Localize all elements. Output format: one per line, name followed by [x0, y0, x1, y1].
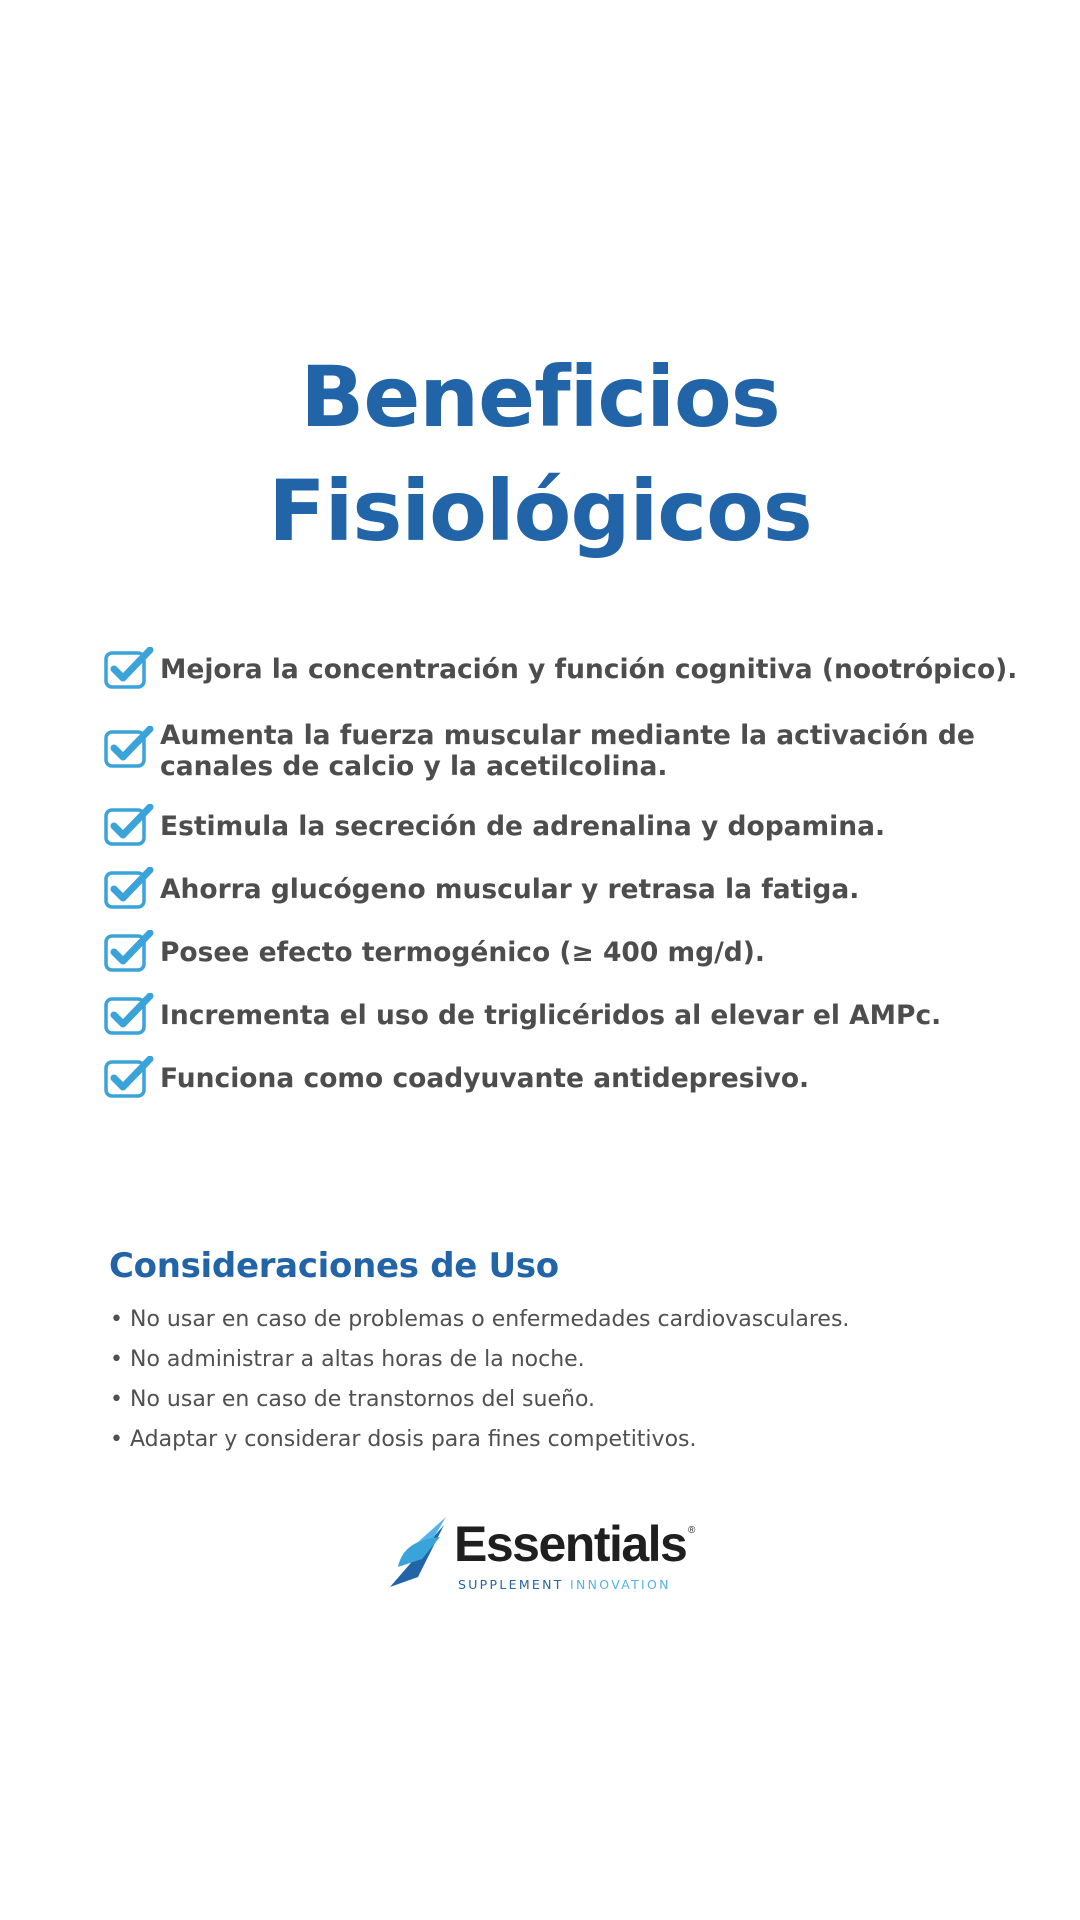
benefit-text: Estimula la secreción de adrenalina y dopamina. [160, 811, 886, 842]
checkbox-checked-icon [104, 867, 154, 911]
checkbox-checked-icon [104, 930, 154, 974]
checkbox-checked-icon [104, 993, 154, 1037]
registered-mark: ® [688, 1525, 696, 1536]
tagline-part-1: SUPPLEMENT [458, 1577, 564, 1592]
brand-name: Essentials [454, 1516, 687, 1572]
tagline-part-2: INNOVATION [569, 1577, 671, 1592]
consideration-text: Adaptar y considerar dosis para fines competitivos. [130, 1427, 697, 1452]
consideration-item [110, 1380, 849, 1420]
benefit-text: Ahorra glucógeno muscular y retrasa la fatiga. [160, 874, 860, 905]
benefit-text: Posee efecto termogénico (≥ 400 mg/d). [160, 937, 765, 968]
brand-tagline [458, 1577, 671, 1592]
considerations-title: Consideraciones de Uso [109, 1246, 559, 1286]
brand-mark-icon [388, 1517, 450, 1589]
consideration-item [110, 1420, 849, 1460]
page-title-line-1: Beneficios [300, 348, 780, 446]
bullet: • [110, 1427, 123, 1452]
consideration-text: No usar en caso de transtornos del sueño. [130, 1387, 596, 1412]
page-title-line-2: Fisiológicos [268, 462, 812, 560]
page-title [0, 340, 1080, 568]
consideration-text: No administrar a altas horas de la noche. [130, 1347, 585, 1372]
checkbox-checked-icon [104, 1056, 154, 1100]
benefit-text: Mejora la concentración y función cognitiva (nootrópico). [160, 654, 1018, 685]
benefit-text: Funciona como coadyuvante antidepresivo. [160, 1063, 810, 1094]
checkbox-checked-icon [104, 726, 154, 770]
considerations-list [110, 1300, 849, 1460]
benefit-text: Incrementa el uso de triglicéridos al elevar el AMPc. [160, 1000, 942, 1031]
bullet: • [110, 1307, 123, 1332]
checkbox-checked-icon [104, 804, 154, 848]
consideration-item [110, 1340, 849, 1380]
checkbox-checked-icon [104, 647, 154, 691]
benefit-text: Aumenta la fuerza muscular mediante la activación de canales de calcio y la acetilcolina. [160, 720, 975, 782]
consideration-text: No usar en caso de problemas o enfermedades cardiovasculares. [130, 1307, 850, 1332]
bullet: • [110, 1347, 123, 1372]
consideration-item [110, 1300, 849, 1340]
bullet: • [110, 1387, 123, 1412]
brand-logo [388, 1515, 708, 1595]
